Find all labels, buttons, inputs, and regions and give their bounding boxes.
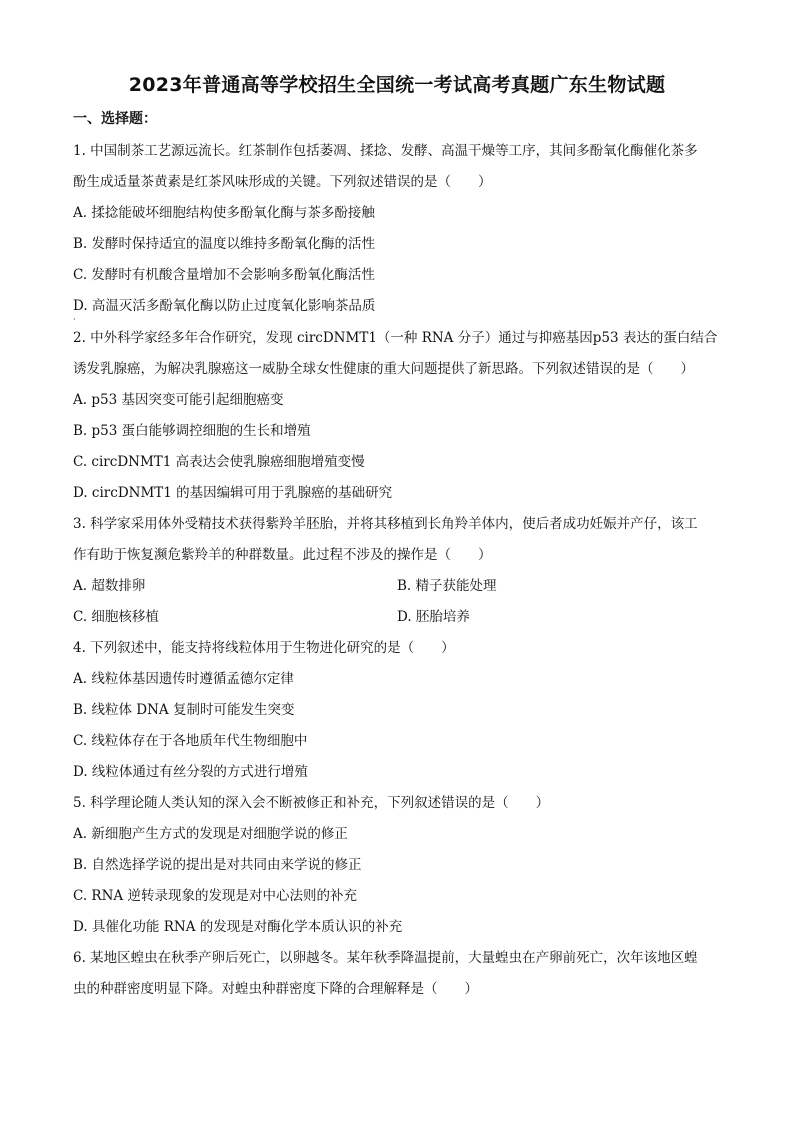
question-5 [73, 792, 723, 947]
option-b: B. 精子获能处理 [397, 578, 497, 594]
stray-mark: · [73, 315, 76, 324]
question-stem-line: 2. 中外科学家经多年合作研究，发现 circDNMT1（一种 RNA 分子）通过与抑癌基因p53 表达的蛋白结合 [73, 330, 718, 346]
section-heading: 一、选择题： [73, 111, 157, 127]
option-a: A. p53 基因突变可能引起细胞癌变 [73, 392, 284, 408]
option-d: D. 线粒体通过有丝分裂的方式进行增殖 [73, 764, 308, 780]
question-stem-line: 作有助于恢复濒危紫羚羊的种群数量。此过程不涉及的操作是（ ） [73, 547, 492, 563]
option-c: C. 细胞核移植 [73, 609, 159, 625]
option-a: A. 线粒体基因遗传时遵循孟德尔定律 [73, 671, 294, 687]
option-b: B. 线粒体 DNA 复制时可能发生突变 [73, 702, 295, 718]
option-c: C. RNA 逆转录现象的发现是对中心法则的补充 [73, 888, 357, 904]
option-d: D. 高温灭活多酚氧化酶以防止过度氧化影响茶品质 [73, 298, 376, 314]
option-a: A. 超数排卵 [73, 578, 146, 594]
question-stem-line: 6. 某地区蝗虫在秋季产卵后死亡，以卵越冬。某年秋季降温提前，大量蝗虫在产卵前死亡，次年该地区蝗 [73, 950, 698, 966]
question-list [73, 140, 723, 1009]
option-d: D. circDNMT1 的基因编辑可用于乳腺癌的基础研究 [73, 485, 393, 501]
question-3 [73, 513, 723, 637]
question-2 [73, 327, 723, 513]
option-row [73, 606, 723, 637]
question-6 [73, 947, 723, 1009]
question-stem-line: 1. 中国制茶工艺源远流长。红茶制作包括萎凋、揉捻、发酵、高温干燥等工序，其间多酚氧化酶催化茶多 [73, 143, 698, 159]
option-c: C. 发酵时有机酸含量增加不会影响多酚氧化酶活性 [73, 267, 375, 283]
question-stem-line: 3. 科学家采用体外受精技术获得紫羚羊胚胎，并将其移植到长角羚羊体内，使后者成功妊娠并产仔，该工 [73, 516, 698, 532]
option-d: D. 具催化功能 RNA 的发现是对酶化学本质认识的补充 [73, 919, 403, 935]
page-title: 2023年普通高等学校招生全国统一考试高考真题广东生物试题 [128, 74, 666, 96]
option-a: A. 新细胞产生方式的发现是对细胞学说的修正 [73, 826, 348, 842]
option-b: B. p53 蛋白能够调控细胞的生长和增殖 [73, 423, 311, 439]
question-stem-line: 5. 科学理论随人类认知的深入会不断被修正和补充，下列叙述错误的是（ ） [73, 795, 550, 811]
option-c: C. circDNMT1 高表达会使乳腺癌细胞增殖变慢 [73, 454, 365, 470]
option-row [73, 575, 723, 606]
question-stem-line: 虫的种群密度明显下降。对蝗虫种群密度下降的合理解释是（ ） [73, 981, 478, 997]
option-b: B. 自然选择学说的提出是对共同由来学说的修正 [73, 857, 362, 873]
question-1 [73, 140, 723, 327]
question-stem-line: 酚生成适量茶黄素是红茶风味形成的关键。下列叙述错误的是（ ） [73, 174, 492, 190]
option-d: D. 胚胎培养 [397, 609, 470, 625]
question-4 [73, 637, 723, 792]
option-a: A. 揉捻能破坏细胞结构使多酚氧化酶与茶多酚接触 [73, 205, 375, 221]
option-b: B. 发酵时保持适宜的温度以维持多酚氧化酶的活性 [73, 236, 376, 252]
question-stem-line: 诱发乳腺癌，为解决乳腺癌这一威胁全球女性健康的重大问题提供了新思路。下列叙述错误的是（ ） [73, 361, 694, 377]
option-c: C. 线粒体存在于各地质年代生物细胞中 [73, 733, 308, 749]
question-stem-line: 4. 下列叙述中，能支持将线粒体用于生物进化研究的是（ ） [73, 640, 455, 656]
